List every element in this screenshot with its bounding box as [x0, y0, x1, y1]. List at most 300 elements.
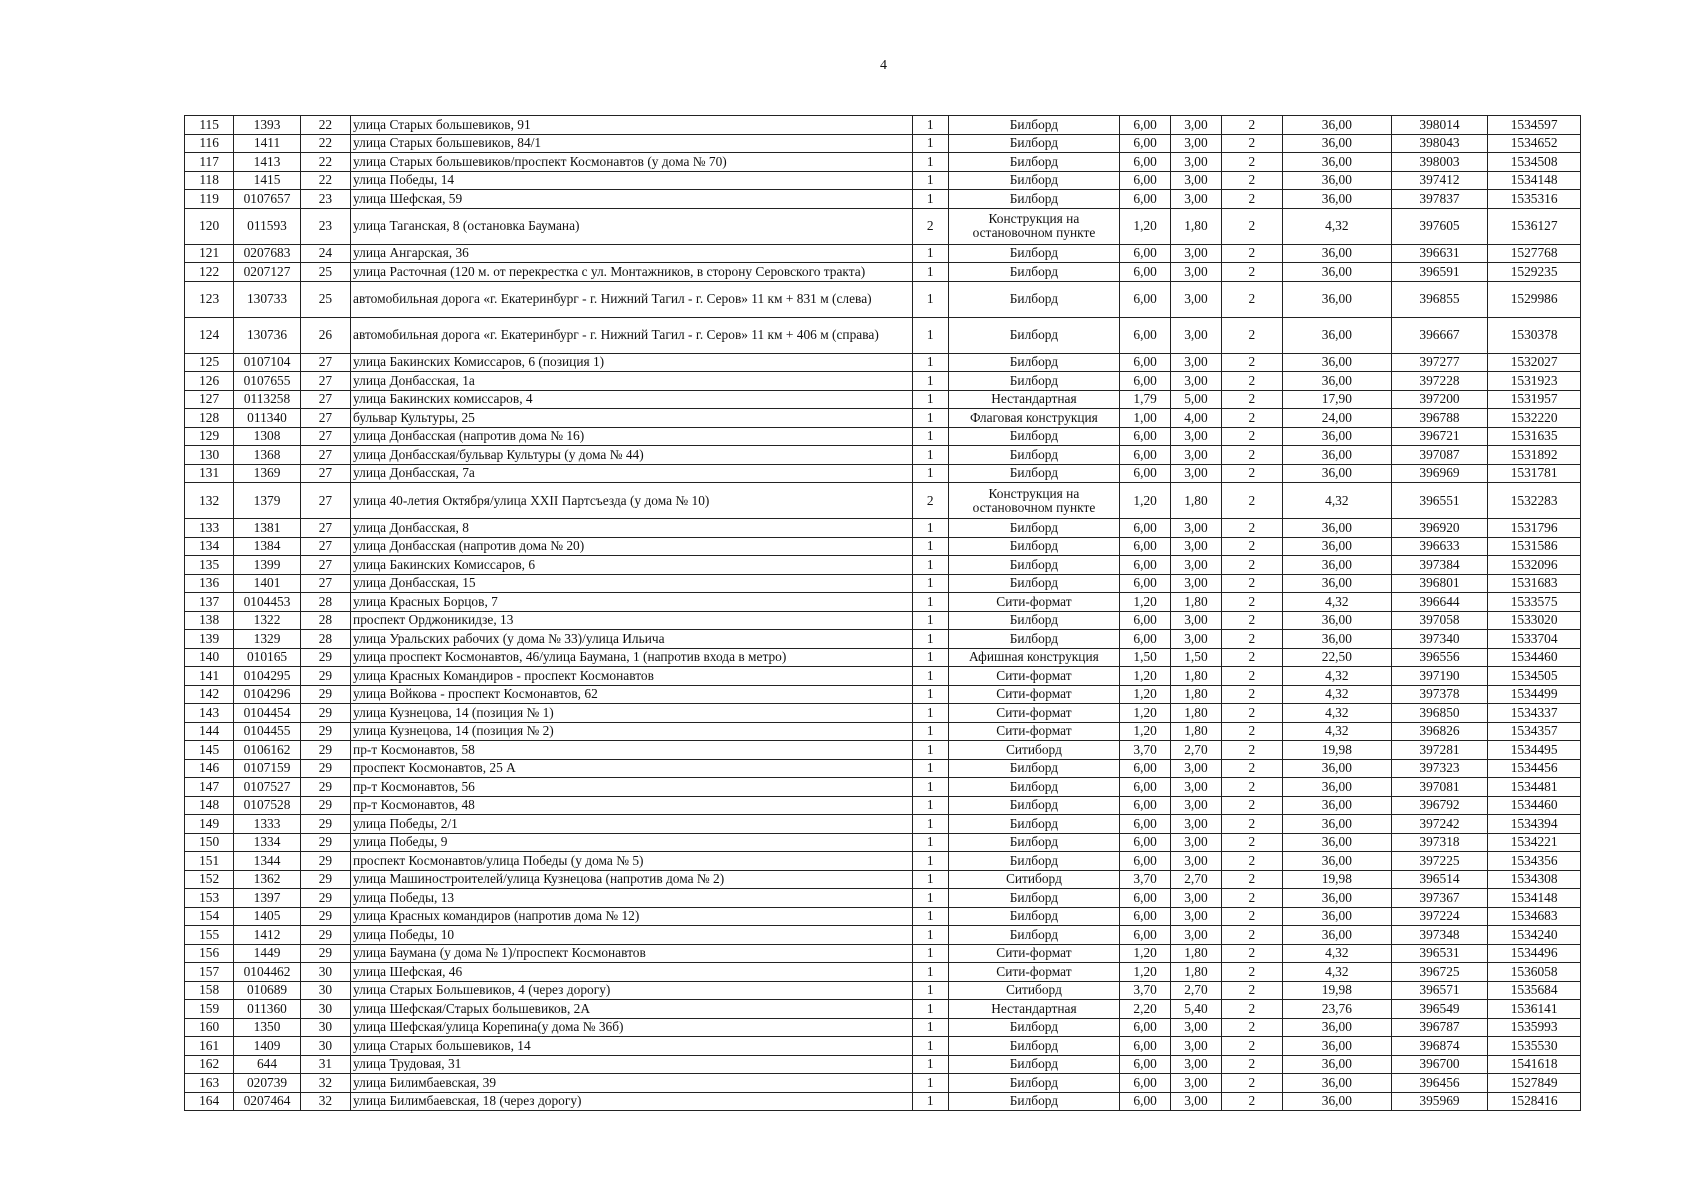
district-code-cell: 31 [300, 1055, 350, 1074]
sides-count-cell: 1 [912, 1037, 948, 1056]
structure-type-cell: Билборд [948, 852, 1119, 871]
table-row [185, 134, 1581, 153]
table-row [185, 926, 1581, 945]
width-cell: 6,00 [1119, 153, 1170, 172]
height-cell: 3,00 [1171, 244, 1221, 263]
coordinate-y-cell: 1531957 [1488, 390, 1581, 409]
district-code-cell: 27 [300, 574, 350, 593]
width-cell: 3,70 [1119, 741, 1170, 760]
table-row [185, 1000, 1581, 1019]
height-cell: 2,70 [1171, 870, 1221, 889]
coordinate-y-cell: 1534496 [1488, 944, 1581, 963]
coordinate-y-cell: 1534148 [1488, 889, 1581, 908]
width-cell: 6,00 [1119, 611, 1170, 630]
coordinate-y-cell: 1534308 [1488, 870, 1581, 889]
structure-type-cell: Билборд [948, 611, 1119, 630]
address-cell: улица Трудовая, 31 [351, 1055, 913, 1074]
sides-count-cell: 1 [912, 1018, 948, 1037]
address-cell: улица Ангарская, 36 [351, 244, 913, 263]
row-number-cell: 148 [185, 796, 234, 815]
faces-cell: 2 [1221, 630, 1282, 649]
sides-count-cell: 1 [912, 704, 948, 723]
width-cell: 6,00 [1119, 190, 1170, 209]
coordinate-x-cell: 397340 [1391, 630, 1488, 649]
area-cell: 36,00 [1283, 372, 1392, 391]
area-cell: 36,00 [1283, 281, 1392, 317]
table-row [185, 372, 1581, 391]
height-cell: 5,40 [1171, 1000, 1221, 1019]
address-cell: улица Красных Командиров - проспект Космонавтов [351, 667, 913, 686]
structure-type-cell: Билборд [948, 244, 1119, 263]
table-row [185, 944, 1581, 963]
structure-type-cell: Билборд [948, 907, 1119, 926]
structure-id-cell: 0113258 [234, 390, 300, 409]
faces-cell: 2 [1221, 208, 1282, 244]
height-cell: 3,00 [1171, 778, 1221, 797]
sides-count-cell: 1 [912, 796, 948, 815]
structure-id-cell: 1322 [234, 611, 300, 630]
faces-cell: 2 [1221, 611, 1282, 630]
table-row [185, 116, 1581, 135]
width-cell: 6,00 [1119, 134, 1170, 153]
coordinate-y-cell: 1534508 [1488, 153, 1581, 172]
width-cell: 6,00 [1119, 281, 1170, 317]
table-row [185, 353, 1581, 372]
table-row [185, 704, 1581, 723]
width-cell: 6,00 [1119, 778, 1170, 797]
row-number-cell: 150 [185, 833, 234, 852]
coordinate-y-cell: 1534683 [1488, 907, 1581, 926]
sides-count-cell: 1 [912, 981, 948, 1000]
height-cell: 1,80 [1171, 208, 1221, 244]
faces-cell: 2 [1221, 537, 1282, 556]
table-row [185, 1037, 1581, 1056]
height-cell: 3,00 [1171, 759, 1221, 778]
row-number-cell: 160 [185, 1018, 234, 1037]
width-cell: 6,00 [1119, 519, 1170, 538]
width-cell: 6,00 [1119, 446, 1170, 465]
structure-type-cell: Ситиборд [948, 741, 1119, 760]
coordinate-x-cell: 397348 [1391, 926, 1488, 945]
coordinate-y-cell: 1534394 [1488, 815, 1581, 834]
structure-type-cell: Афишная конструкция [948, 648, 1119, 667]
address-cell: бульвар Культуры, 25 [351, 409, 913, 428]
row-number-cell: 124 [185, 317, 234, 353]
row-number-cell: 156 [185, 944, 234, 963]
table-body [185, 116, 1581, 1111]
coordinate-y-cell: 1534460 [1488, 796, 1581, 815]
structure-type-cell: Билборд [948, 446, 1119, 465]
area-cell: 36,00 [1283, 833, 1392, 852]
coordinate-y-cell: 1531892 [1488, 446, 1581, 465]
district-code-cell: 27 [300, 409, 350, 428]
table-row [185, 464, 1581, 483]
sides-count-cell: 1 [912, 446, 948, 465]
coordinate-y-cell: 1534221 [1488, 833, 1581, 852]
coordinate-y-cell: 1535530 [1488, 1037, 1581, 1056]
district-code-cell: 29 [300, 704, 350, 723]
width-cell: 1,20 [1119, 704, 1170, 723]
table-row [185, 852, 1581, 871]
width-cell: 6,00 [1119, 815, 1170, 834]
structure-id-cell: 1384 [234, 537, 300, 556]
address-cell: улица Шефская/Старых большевиков, 2А [351, 1000, 913, 1019]
coordinate-x-cell: 396456 [1391, 1074, 1488, 1093]
faces-cell: 2 [1221, 1037, 1282, 1056]
area-cell: 36,00 [1283, 190, 1392, 209]
width-cell: 1,20 [1119, 483, 1170, 519]
sides-count-cell: 1 [912, 1000, 948, 1019]
faces-cell: 2 [1221, 1074, 1282, 1093]
row-number-cell: 128 [185, 409, 234, 428]
coordinate-y-cell: 1535684 [1488, 981, 1581, 1000]
area-cell: 4,32 [1283, 704, 1392, 723]
sides-count-cell: 1 [912, 317, 948, 353]
structure-type-cell: Билборд [948, 1092, 1119, 1111]
structure-type-cell: Билборд [948, 1037, 1119, 1056]
sides-count-cell: 2 [912, 208, 948, 244]
coordinate-x-cell: 396788 [1391, 409, 1488, 428]
structure-id-cell: 0104295 [234, 667, 300, 686]
area-cell: 4,32 [1283, 944, 1392, 963]
coordinate-x-cell: 396631 [1391, 244, 1488, 263]
district-code-cell: 29 [300, 889, 350, 908]
row-number-cell: 154 [185, 907, 234, 926]
table-row [185, 263, 1581, 282]
structure-type-cell: Билборд [948, 796, 1119, 815]
row-number-cell: 131 [185, 464, 234, 483]
coordinate-x-cell: 396855 [1391, 281, 1488, 317]
coordinate-y-cell: 1534337 [1488, 704, 1581, 723]
area-cell: 4,32 [1283, 722, 1392, 741]
faces-cell: 2 [1221, 833, 1282, 852]
faces-cell: 2 [1221, 556, 1282, 575]
width-cell: 6,00 [1119, 1092, 1170, 1111]
coordinate-x-cell: 397190 [1391, 667, 1488, 686]
district-code-cell: 27 [300, 353, 350, 372]
faces-cell: 2 [1221, 409, 1282, 428]
height-cell: 1,80 [1171, 593, 1221, 612]
coordinate-x-cell: 397605 [1391, 208, 1488, 244]
address-cell: улица Войкова - проспект Космонавтов, 62 [351, 685, 913, 704]
height-cell: 3,00 [1171, 427, 1221, 446]
height-cell: 3,00 [1171, 446, 1221, 465]
faces-cell: 2 [1221, 648, 1282, 667]
coordinate-x-cell: 396969 [1391, 464, 1488, 483]
address-cell: улица Донбасская, 1а [351, 372, 913, 391]
sides-count-cell: 1 [912, 593, 948, 612]
district-code-cell: 27 [300, 372, 350, 391]
district-code-cell: 29 [300, 685, 350, 704]
sides-count-cell: 1 [912, 556, 948, 575]
structure-type-cell: Сити-формат [948, 963, 1119, 982]
height-cell: 3,00 [1171, 889, 1221, 908]
structure-id-cell: 1308 [234, 427, 300, 446]
row-number-cell: 125 [185, 353, 234, 372]
structure-id-cell: 020739 [234, 1074, 300, 1093]
address-cell: пр-т Космонавтов, 56 [351, 778, 913, 797]
structure-id-cell: 0104462 [234, 963, 300, 982]
structure-id-cell: 1334 [234, 833, 300, 852]
area-cell: 4,32 [1283, 667, 1392, 686]
table-row [185, 171, 1581, 190]
structure-type-cell: Билборд [948, 1055, 1119, 1074]
district-code-cell: 27 [300, 446, 350, 465]
faces-cell: 2 [1221, 281, 1282, 317]
height-cell: 3,00 [1171, 1092, 1221, 1111]
height-cell: 3,00 [1171, 372, 1221, 391]
address-cell: улица Донбасская, 8 [351, 519, 913, 538]
area-cell: 19,98 [1283, 981, 1392, 1000]
structure-id-cell: 1399 [234, 556, 300, 575]
structure-id-cell: 0207464 [234, 1092, 300, 1111]
sides-count-cell: 1 [912, 963, 948, 982]
faces-cell: 2 [1221, 483, 1282, 519]
coordinate-x-cell: 397228 [1391, 372, 1488, 391]
structure-id-cell: 0104296 [234, 685, 300, 704]
coordinate-y-cell: 1528416 [1488, 1092, 1581, 1111]
coordinate-x-cell: 397058 [1391, 611, 1488, 630]
row-number-cell: 130 [185, 446, 234, 465]
height-cell: 1,50 [1171, 648, 1221, 667]
coordinate-y-cell: 1529986 [1488, 281, 1581, 317]
width-cell: 6,00 [1119, 796, 1170, 815]
faces-cell: 2 [1221, 759, 1282, 778]
district-code-cell: 27 [300, 537, 350, 556]
structure-type-cell: Нестандартная [948, 1000, 1119, 1019]
row-number-cell: 136 [185, 574, 234, 593]
coordinate-y-cell: 1531586 [1488, 537, 1581, 556]
structure-type-cell: Ситиборд [948, 981, 1119, 1000]
area-cell: 4,32 [1283, 483, 1392, 519]
height-cell: 3,00 [1171, 519, 1221, 538]
structure-id-cell: 1344 [234, 852, 300, 871]
district-code-cell: 23 [300, 208, 350, 244]
area-cell: 36,00 [1283, 778, 1392, 797]
structure-id-cell: 010689 [234, 981, 300, 1000]
coordinate-x-cell: 396667 [1391, 317, 1488, 353]
table-row [185, 1055, 1581, 1074]
row-number-cell: 134 [185, 537, 234, 556]
sides-count-cell: 1 [912, 907, 948, 926]
structure-type-cell: Билборд [948, 317, 1119, 353]
row-number-cell: 139 [185, 630, 234, 649]
structure-type-cell: Сити-формат [948, 944, 1119, 963]
faces-cell: 2 [1221, 519, 1282, 538]
height-cell: 1,80 [1171, 722, 1221, 741]
area-cell: 24,00 [1283, 409, 1392, 428]
district-code-cell: 29 [300, 778, 350, 797]
coordinate-y-cell: 1534356 [1488, 852, 1581, 871]
faces-cell: 2 [1221, 263, 1282, 282]
row-number-cell: 121 [185, 244, 234, 263]
area-cell: 36,00 [1283, 1074, 1392, 1093]
table-row [185, 1018, 1581, 1037]
coordinate-y-cell: 1531781 [1488, 464, 1581, 483]
table-row [185, 427, 1581, 446]
table-row [185, 796, 1581, 815]
structure-type-cell: Билборд [948, 889, 1119, 908]
faces-cell: 2 [1221, 244, 1282, 263]
faces-cell: 2 [1221, 926, 1282, 945]
sides-count-cell: 1 [912, 281, 948, 317]
row-number-cell: 145 [185, 741, 234, 760]
height-cell: 1,80 [1171, 685, 1221, 704]
structure-type-cell: Сити-формат [948, 685, 1119, 704]
faces-cell: 2 [1221, 464, 1282, 483]
height-cell: 3,00 [1171, 263, 1221, 282]
width-cell: 3,70 [1119, 981, 1170, 1000]
structure-id-cell: 010165 [234, 648, 300, 667]
faces-cell: 2 [1221, 963, 1282, 982]
faces-cell: 2 [1221, 353, 1282, 372]
coordinate-x-cell: 397384 [1391, 556, 1488, 575]
structure-id-cell: 0107657 [234, 190, 300, 209]
table-row [185, 648, 1581, 667]
table-row [185, 759, 1581, 778]
row-number-cell: 146 [185, 759, 234, 778]
coordinate-x-cell: 397242 [1391, 815, 1488, 834]
structure-type-cell: Билборд [948, 833, 1119, 852]
height-cell: 3,00 [1171, 171, 1221, 190]
width-cell: 1,20 [1119, 944, 1170, 963]
row-number-cell: 141 [185, 667, 234, 686]
structure-id-cell: 0104453 [234, 593, 300, 612]
width-cell: 6,00 [1119, 244, 1170, 263]
coordinate-x-cell: 396571 [1391, 981, 1488, 1000]
address-cell: улица Красных Борцов, 7 [351, 593, 913, 612]
row-number-cell: 162 [185, 1055, 234, 1074]
structure-id-cell: 1379 [234, 483, 300, 519]
district-code-cell: 25 [300, 263, 350, 282]
structure-id-cell: 011340 [234, 409, 300, 428]
address-cell: улица Шефская/улица Корепина(у дома № 36б) [351, 1018, 913, 1037]
coordinate-y-cell: 1533575 [1488, 593, 1581, 612]
width-cell: 1,20 [1119, 685, 1170, 704]
address-cell: улица Машиностроителей/улица Кузнецова (напротив дома № 2) [351, 870, 913, 889]
height-cell: 3,00 [1171, 317, 1221, 353]
area-cell: 17,90 [1283, 390, 1392, 409]
structure-id-cell: 130736 [234, 317, 300, 353]
width-cell: 6,00 [1119, 464, 1170, 483]
structure-id-cell: 1397 [234, 889, 300, 908]
district-code-cell: 29 [300, 741, 350, 760]
area-cell: 36,00 [1283, 134, 1392, 153]
row-number-cell: 122 [185, 263, 234, 282]
height-cell: 1,80 [1171, 704, 1221, 723]
table-row [185, 556, 1581, 575]
faces-cell: 2 [1221, 667, 1282, 686]
faces-cell: 2 [1221, 171, 1282, 190]
structure-id-cell: 1411 [234, 134, 300, 153]
district-code-cell: 29 [300, 815, 350, 834]
district-code-cell: 30 [300, 1018, 350, 1037]
coordinate-x-cell: 396644 [1391, 593, 1488, 612]
area-cell: 4,32 [1283, 208, 1392, 244]
sides-count-cell: 1 [912, 1074, 948, 1093]
coordinate-y-cell: 1534505 [1488, 667, 1581, 686]
area-cell: 36,00 [1283, 815, 1392, 834]
address-cell: улица Шефская, 59 [351, 190, 913, 209]
area-cell: 36,00 [1283, 537, 1392, 556]
width-cell: 1,00 [1119, 409, 1170, 428]
table-row [185, 815, 1581, 834]
structure-id-cell: 0207683 [234, 244, 300, 263]
district-code-cell: 29 [300, 852, 350, 871]
structure-type-cell: Билборд [948, 778, 1119, 797]
structure-type-cell: Билборд [948, 134, 1119, 153]
structure-id-cell: 0207127 [234, 263, 300, 282]
district-code-cell: 26 [300, 317, 350, 353]
district-code-cell: 29 [300, 944, 350, 963]
address-cell: улица Билимбаевская, 18 (через дорогу) [351, 1092, 913, 1111]
coordinate-x-cell: 397281 [1391, 741, 1488, 760]
address-cell: улица Таганская, 8 (остановка Баумана) [351, 208, 913, 244]
address-cell: улица Победы, 9 [351, 833, 913, 852]
width-cell: 6,00 [1119, 353, 1170, 372]
structure-type-cell: Сити-формат [948, 722, 1119, 741]
row-number-cell: 163 [185, 1074, 234, 1093]
height-cell: 3,00 [1171, 116, 1221, 135]
coordinate-y-cell: 1530378 [1488, 317, 1581, 353]
area-cell: 36,00 [1283, 926, 1392, 945]
district-code-cell: 29 [300, 667, 350, 686]
address-cell: улица Донбасская, 15 [351, 574, 913, 593]
sides-count-cell: 1 [912, 685, 948, 704]
sides-count-cell: 1 [912, 190, 948, 209]
sides-count-cell: 1 [912, 630, 948, 649]
faces-cell: 2 [1221, 1000, 1282, 1019]
coordinate-y-cell: 1536141 [1488, 1000, 1581, 1019]
height-cell: 1,80 [1171, 963, 1221, 982]
coordinate-x-cell: 396531 [1391, 944, 1488, 963]
coordinate-y-cell: 1532027 [1488, 353, 1581, 372]
width-cell: 1,20 [1119, 963, 1170, 982]
coordinate-y-cell: 1529235 [1488, 263, 1581, 282]
district-code-cell: 27 [300, 519, 350, 538]
faces-cell: 2 [1221, 390, 1282, 409]
district-code-cell: 27 [300, 390, 350, 409]
area-cell: 36,00 [1283, 446, 1392, 465]
height-cell: 4,00 [1171, 409, 1221, 428]
table-row [185, 446, 1581, 465]
faces-cell: 2 [1221, 722, 1282, 741]
district-code-cell: 22 [300, 134, 350, 153]
width-cell: 6,00 [1119, 556, 1170, 575]
area-cell: 36,00 [1283, 317, 1392, 353]
table-row [185, 963, 1581, 982]
table-row [185, 519, 1581, 538]
row-number-cell: 143 [185, 704, 234, 723]
address-cell: улица Билимбаевская, 39 [351, 1074, 913, 1093]
coordinate-y-cell: 1532220 [1488, 409, 1581, 428]
height-cell: 1,80 [1171, 944, 1221, 963]
district-code-cell: 32 [300, 1092, 350, 1111]
coordinate-x-cell: 397323 [1391, 759, 1488, 778]
width-cell: 6,00 [1119, 427, 1170, 446]
width-cell: 6,00 [1119, 852, 1170, 871]
row-number-cell: 138 [185, 611, 234, 630]
height-cell: 3,00 [1171, 852, 1221, 871]
structure-id-cell: 011593 [234, 208, 300, 244]
structure-type-cell: Билборд [948, 153, 1119, 172]
sides-count-cell: 1 [912, 116, 948, 135]
table-row [185, 574, 1581, 593]
coordinate-y-cell: 1534495 [1488, 741, 1581, 760]
sides-count-cell: 1 [912, 353, 948, 372]
height-cell: 5,00 [1171, 390, 1221, 409]
structure-type-cell: Билборд [948, 353, 1119, 372]
